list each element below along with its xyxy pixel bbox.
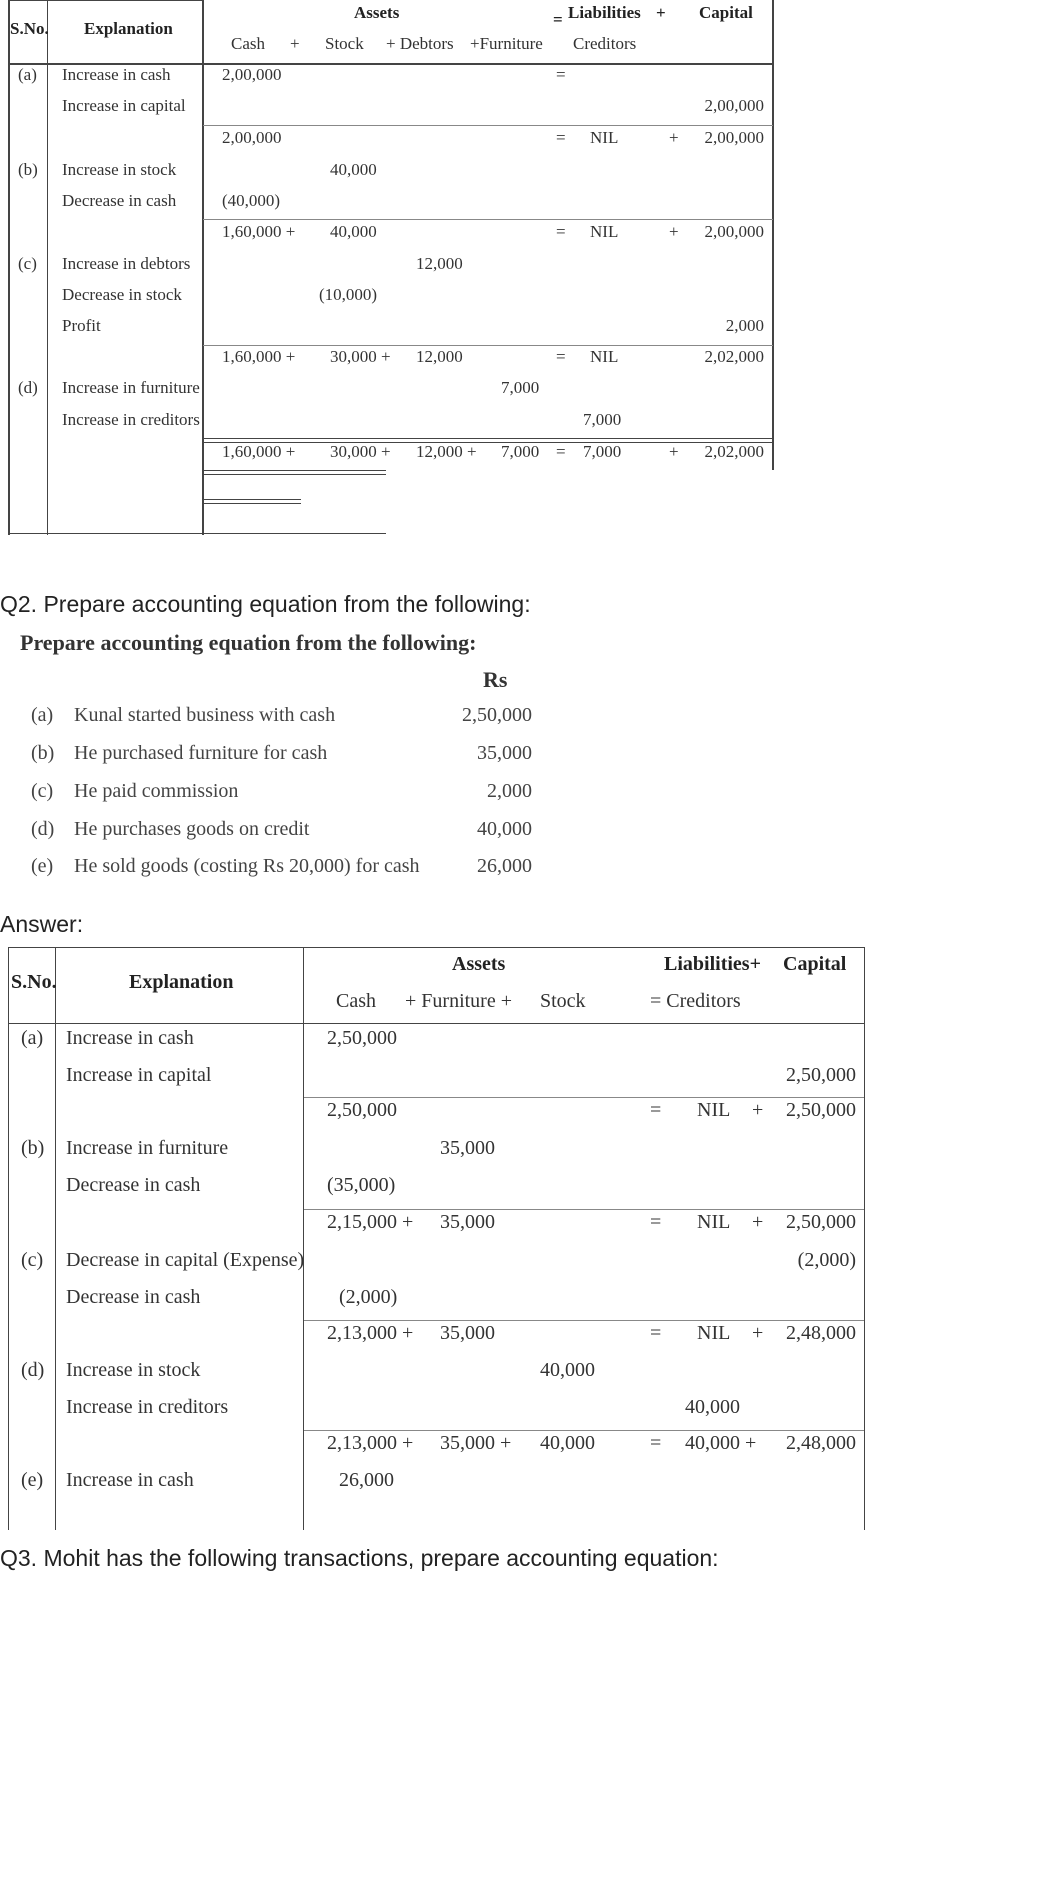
equals-sign: = bbox=[556, 222, 566, 241]
header-plus: + bbox=[656, 3, 666, 22]
row-explanation: Increase in furniture bbox=[62, 378, 200, 397]
equals-sign: = bbox=[556, 347, 566, 366]
cash-value: 2,13,000 + bbox=[327, 1322, 414, 1344]
stock-value: 40,000 bbox=[330, 160, 377, 179]
cash-value: 1,60,000 + bbox=[222, 347, 296, 366]
row-explanation: Increase in cash bbox=[66, 1469, 194, 1491]
capital-value: 2,00,000 bbox=[704, 96, 764, 115]
stock-value: (10,000) bbox=[319, 285, 378, 304]
item-label: (c) bbox=[31, 780, 54, 802]
cash-value: 2,13,000 + bbox=[327, 1432, 414, 1454]
liabilities-value: NIL bbox=[697, 1099, 731, 1121]
answer-label: Answer: bbox=[0, 911, 84, 937]
liabilities-value: 7,000 bbox=[583, 410, 622, 429]
row-explanation: Decrease in cash bbox=[62, 191, 177, 210]
row-explanation: Decrease in cash bbox=[66, 1174, 201, 1196]
capital-value: 2,48,000 bbox=[786, 1432, 856, 1454]
furniture-value: 7,000 bbox=[501, 442, 540, 461]
plus-sign: + bbox=[669, 128, 679, 147]
row-explanation: Increase in capital bbox=[62, 96, 186, 115]
item-amount: 2,000 bbox=[487, 780, 532, 802]
item-label: (b) bbox=[31, 742, 55, 764]
capital-value: 2,50,000 bbox=[786, 1064, 856, 1086]
row-explanation: Decrease in cash bbox=[66, 1286, 201, 1308]
header-capital: Capital bbox=[783, 953, 847, 975]
capital-value: 2,50,000 bbox=[786, 1211, 856, 1233]
item-text: He purchases goods on credit bbox=[74, 818, 310, 840]
row-explanation: Increase in creditors bbox=[62, 410, 200, 429]
capital-value: 2,00,000 bbox=[704, 128, 764, 147]
liabilities-value: NIL bbox=[697, 1211, 731, 1233]
furniture-value: 35,000 bbox=[440, 1137, 495, 1159]
item-amount: 40,000 bbox=[477, 818, 532, 840]
header-liabilities: Liabilities bbox=[568, 3, 641, 22]
row-explanation: Increase in debtors bbox=[62, 254, 191, 273]
row-label: (a) bbox=[18, 65, 37, 84]
equals-sign: = bbox=[650, 1099, 662, 1121]
liabilities-value: 40,000 + bbox=[685, 1432, 757, 1454]
row-explanation: Decrease in capital (Expense) bbox=[66, 1249, 305, 1271]
header-capital: Capital bbox=[699, 3, 753, 22]
row-explanation: Increase in creditors bbox=[66, 1396, 229, 1418]
furniture-value: 35,000 + bbox=[440, 1432, 512, 1454]
item-label: (a) bbox=[31, 704, 54, 726]
item-text: Kunal started business with cash bbox=[74, 704, 336, 726]
liabilities-value: 40,000 bbox=[685, 1396, 740, 1418]
cash-value: 2,00,000 bbox=[222, 65, 282, 84]
question-2-heading: Prepare accounting equation from the following: bbox=[20, 630, 477, 655]
row-explanation: Increase in furniture bbox=[66, 1137, 229, 1159]
row-explanation: Decrease in stock bbox=[62, 285, 182, 304]
debtors-value: 12,000 bbox=[416, 347, 463, 366]
plus-sign: + bbox=[669, 222, 679, 241]
header-creditors: = Creditors bbox=[650, 990, 741, 1012]
equals-sign: = bbox=[650, 1322, 662, 1344]
stock-value: 30,000 + bbox=[330, 347, 391, 366]
cash-value: 2,00,000 bbox=[222, 128, 282, 147]
row-label: (a) bbox=[21, 1027, 44, 1049]
plus-sign: + bbox=[752, 1322, 764, 1344]
item-text: He paid commission bbox=[74, 780, 239, 802]
item-text: He sold goods (costing Rs 20,000) for cash bbox=[74, 855, 420, 877]
question-2-title: Q2. Prepare accounting equation from the following: bbox=[0, 591, 531, 617]
capital-value: 2,02,000 bbox=[704, 442, 764, 461]
header-equals: = bbox=[553, 10, 563, 29]
cash-value: (2,000) bbox=[339, 1286, 398, 1308]
capital-value: 2,00,000 bbox=[704, 222, 764, 241]
debtors-value: 12,000 bbox=[416, 254, 463, 273]
plus-sign: + bbox=[752, 1099, 764, 1121]
furniture-value: 7,000 bbox=[501, 378, 540, 397]
equals-sign: = bbox=[650, 1211, 662, 1233]
item-amount: 35,000 bbox=[477, 742, 532, 764]
cash-value: 26,000 bbox=[339, 1469, 394, 1491]
row-explanation: Increase in cash bbox=[66, 1027, 194, 1049]
stock-value: 40,000 bbox=[540, 1359, 595, 1381]
header-creditors: Creditors bbox=[573, 34, 637, 53]
capital-value: 2,48,000 bbox=[786, 1322, 856, 1344]
header-cash: Cash bbox=[336, 990, 376, 1012]
header-furniture: + Furniture + bbox=[405, 990, 512, 1012]
row-label: (b) bbox=[18, 160, 38, 179]
item-label: (d) bbox=[31, 818, 55, 840]
stock-value: 40,000 bbox=[540, 1432, 595, 1454]
header-assets: Assets bbox=[354, 3, 400, 22]
liabilities-value: NIL bbox=[697, 1322, 731, 1344]
plus-sign: + bbox=[752, 1211, 764, 1233]
header-liabilities: Liabilities+ bbox=[664, 953, 761, 975]
cash-value: 1,60,000 + bbox=[222, 442, 296, 461]
capital-value: (2,000) bbox=[797, 1249, 856, 1271]
item-text: He purchased furniture for cash bbox=[74, 742, 328, 764]
row-label: (d) bbox=[21, 1359, 45, 1381]
cash-value: (40,000) bbox=[222, 191, 281, 210]
row-label: (c) bbox=[21, 1249, 44, 1271]
cash-value: 2,50,000 bbox=[327, 1027, 397, 1049]
equals-sign: = bbox=[556, 442, 566, 461]
header-stock: Stock bbox=[325, 34, 364, 53]
row-explanation: Increase in capital bbox=[66, 1064, 212, 1086]
row-label: (c) bbox=[18, 254, 37, 273]
item-amount: 26,000 bbox=[477, 855, 532, 877]
row-explanation: Profit bbox=[62, 316, 101, 335]
header-plus-1: + bbox=[290, 34, 300, 53]
cash-value: 1,60,000 + bbox=[222, 222, 296, 241]
row-explanation: Increase in stock bbox=[66, 1359, 201, 1381]
header-stock: Stock bbox=[540, 990, 586, 1012]
equals-sign: = bbox=[556, 128, 566, 147]
question-3-title: Q3. Mohit has the following transactions, prepare accounting equation: bbox=[0, 1545, 719, 1571]
header-explanation: Explanation bbox=[84, 19, 173, 38]
item-label: (e) bbox=[31, 855, 54, 877]
plus-sign: + bbox=[669, 442, 679, 461]
furniture-value: 35,000 bbox=[440, 1322, 495, 1344]
header-sno: S.No. bbox=[10, 19, 49, 38]
cash-value: (35,000) bbox=[327, 1174, 396, 1196]
capital-value: 2,50,000 bbox=[786, 1099, 856, 1121]
liabilities-value: NIL bbox=[590, 347, 619, 366]
header-cash: Cash bbox=[231, 34, 265, 53]
capital-value: 2,02,000 bbox=[704, 347, 764, 366]
header-furniture: +Furniture bbox=[470, 34, 543, 53]
cash-value: 2,15,000 + bbox=[327, 1211, 414, 1233]
row-label: (e) bbox=[21, 1469, 44, 1491]
header-explanation: Explanation bbox=[129, 971, 234, 993]
liabilities-value: NIL bbox=[590, 222, 619, 241]
header-debtors: + Debtors bbox=[386, 34, 454, 53]
row-label: (d) bbox=[18, 378, 38, 397]
debtors-value: 12,000 + bbox=[416, 442, 477, 461]
amount-column-heading: Rs bbox=[483, 667, 508, 692]
liabilities-value: 7,000 bbox=[583, 442, 622, 461]
equals-sign: = bbox=[556, 65, 566, 84]
equals-sign: = bbox=[650, 1432, 662, 1454]
item-amount: 2,50,000 bbox=[462, 704, 532, 726]
header-sno: S.No. bbox=[11, 971, 57, 993]
liabilities-value: NIL bbox=[590, 128, 619, 147]
row-explanation: Increase in stock bbox=[62, 160, 177, 179]
furniture-value: 35,000 bbox=[440, 1211, 495, 1233]
row-label: (b) bbox=[21, 1137, 45, 1159]
row-explanation: Increase in cash bbox=[62, 65, 171, 84]
stock-value: 30,000 + bbox=[330, 442, 391, 461]
capital-value: 2,000 bbox=[725, 316, 764, 335]
cash-value: 2,50,000 bbox=[327, 1099, 397, 1121]
stock-value: 40,000 bbox=[330, 222, 377, 241]
header-assets: Assets bbox=[452, 953, 506, 975]
